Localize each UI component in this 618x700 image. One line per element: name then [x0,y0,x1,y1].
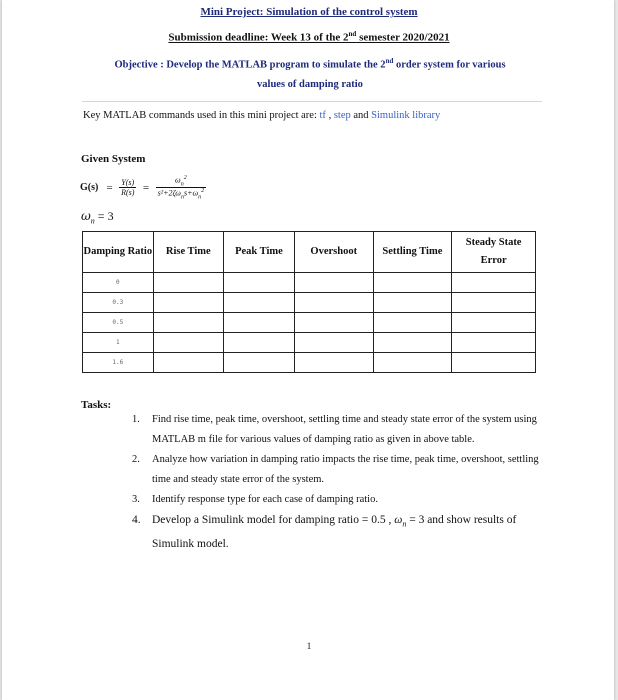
damping-ratio-cell: 0.3 [83,293,154,313]
task-number: 4. [132,514,141,526]
cmd-separator: , [325,110,334,121]
overshoot-cell [295,313,373,333]
objective-superscript: nd [385,57,394,65]
task-text-post: = 3 and show results of Simulink model. [152,514,517,551]
deadline-text-post: semester 2020/2021 [356,31,450,44]
cmd-step: step [333,110,351,121]
settling-time-cell [373,333,452,353]
transfer-function-fraction [156,175,207,201]
damping-ratio-cell: 0.5 [83,313,154,333]
steady-state-error-cell [452,293,536,313]
table-row [83,313,536,333]
task-item-4 [132,510,542,554]
omega-value: = 3 [94,209,114,223]
damping-ratio-cell: 1 [83,333,154,353]
steady-state-error-cell [452,353,536,373]
gs-label: G(s) [80,182,99,194]
output-input-ratio [119,178,136,197]
key-commands-prefix: Key MATLAB commands used in this mini project are: [83,110,320,121]
objective-line-1b: order system for various [393,59,506,71]
peak-time-cell [223,353,294,373]
header-rise-time: Rise Time [153,232,223,273]
settling-time-cell [373,313,452,333]
deadline-text-pre: Submission deadline: Week 13 of the 2 [168,31,349,44]
damping-ratio-cell: 1.6 [83,353,154,373]
overshoot-cell [295,273,373,293]
task-number: 2. [132,454,140,465]
tf-den-part1: s²+2ζω [157,188,181,198]
steady-state-error-cell [452,333,536,353]
tf-den-part2: s+ω [183,188,199,198]
rise-time-cell [153,353,223,373]
peak-time-cell [223,273,294,293]
table-header-row [83,232,536,273]
equals-sign-1: = [106,181,113,194]
peak-time-cell [223,293,294,313]
ratio-denominator: R(s) [121,188,135,198]
rise-time-cell [153,333,223,353]
cmd-and: and [350,110,372,121]
tf-numerator [156,175,207,188]
overshoot-cell [295,293,373,313]
cmd-tf: tf [319,110,326,121]
task-item-1 [132,410,542,450]
task-omega-subscript: n [402,519,407,529]
rise-time-cell [153,273,223,293]
table-row [83,333,536,353]
task-item-2 [132,450,542,490]
omega-subscript: n [90,216,95,226]
overshoot-cell [295,333,373,353]
header-peak-time: Peak Time [223,232,294,273]
header-damping-ratio: Damping Ratio [83,232,154,273]
objective-line-1: Objective : Develop the MATLAB program to simulate the 2 [114,59,386,71]
header-steady-state-error: Steady State Error [452,232,536,273]
equals-sign-2: = [142,181,150,194]
task-omega-symbol: ω [394,514,403,526]
tf-omega-sub: n [180,181,184,188]
peak-time-cell [223,313,294,333]
objective-line-2: values of damping ratio [257,78,363,90]
task-number: 1. [132,414,140,425]
rise-time-cell [153,313,223,333]
table-row [83,293,536,313]
steady-state-error-cell [452,273,536,293]
task-text-pre: Develop a Simulink model for damping ratio = 0.5 , [152,514,395,526]
settling-time-cell [373,293,452,313]
tf-denominator [156,188,207,200]
transfer-function [80,175,206,201]
tf-den-sub2: n [198,194,202,201]
tf-den-sup2: 2 [201,188,205,195]
natural-frequency [81,209,114,225]
tf-den-sub1: n [180,194,184,201]
deadline-superscript: nd [348,30,357,38]
submission-deadline [0,30,618,44]
table-row [83,273,536,293]
document-title: Mini Project: Simulation of the control system [200,6,418,18]
task-number: 3. [132,494,140,505]
tasks-list [132,410,542,554]
table-row [83,353,536,373]
settling-time-cell [373,353,452,373]
rise-time-cell [153,293,223,313]
peak-time-cell [223,333,294,353]
given-system-heading: Given System [81,153,146,165]
tasks-heading: Tasks: [81,399,112,411]
objective-statement [80,52,540,94]
results-table [82,231,536,373]
cmd-simulink: Simulink library [371,110,441,121]
omega-symbol: ω [81,209,91,223]
ratio-numerator: Y(s) [119,178,136,188]
task-text: Analyze how variation in damping ratio impacts the rise time, peak time, overshoot, settling time and steady state error of the system. [152,454,539,485]
section-divider [82,101,542,102]
overshoot-cell [295,353,373,373]
key-commands-line [83,110,440,121]
task-item-3 [132,490,542,510]
steady-state-error-cell [452,313,536,333]
task-text: Find rise time, peak time, overshoot, settling time and steady state error of the system using MATLAB m file for various values of damping ratio as given in above table. [152,414,537,445]
tf-omega: ω [175,175,181,185]
tf-omega-sup: 2 [183,175,187,181]
page-number: 1 [306,641,312,651]
damping-ratio-cell: 0 [83,273,154,293]
settling-time-cell [373,273,452,293]
header-overshoot: Overshoot [295,232,373,273]
task-text: Identify response type for each case of damping ratio. [152,494,378,505]
header-settling-time: Settling Time [373,232,452,273]
